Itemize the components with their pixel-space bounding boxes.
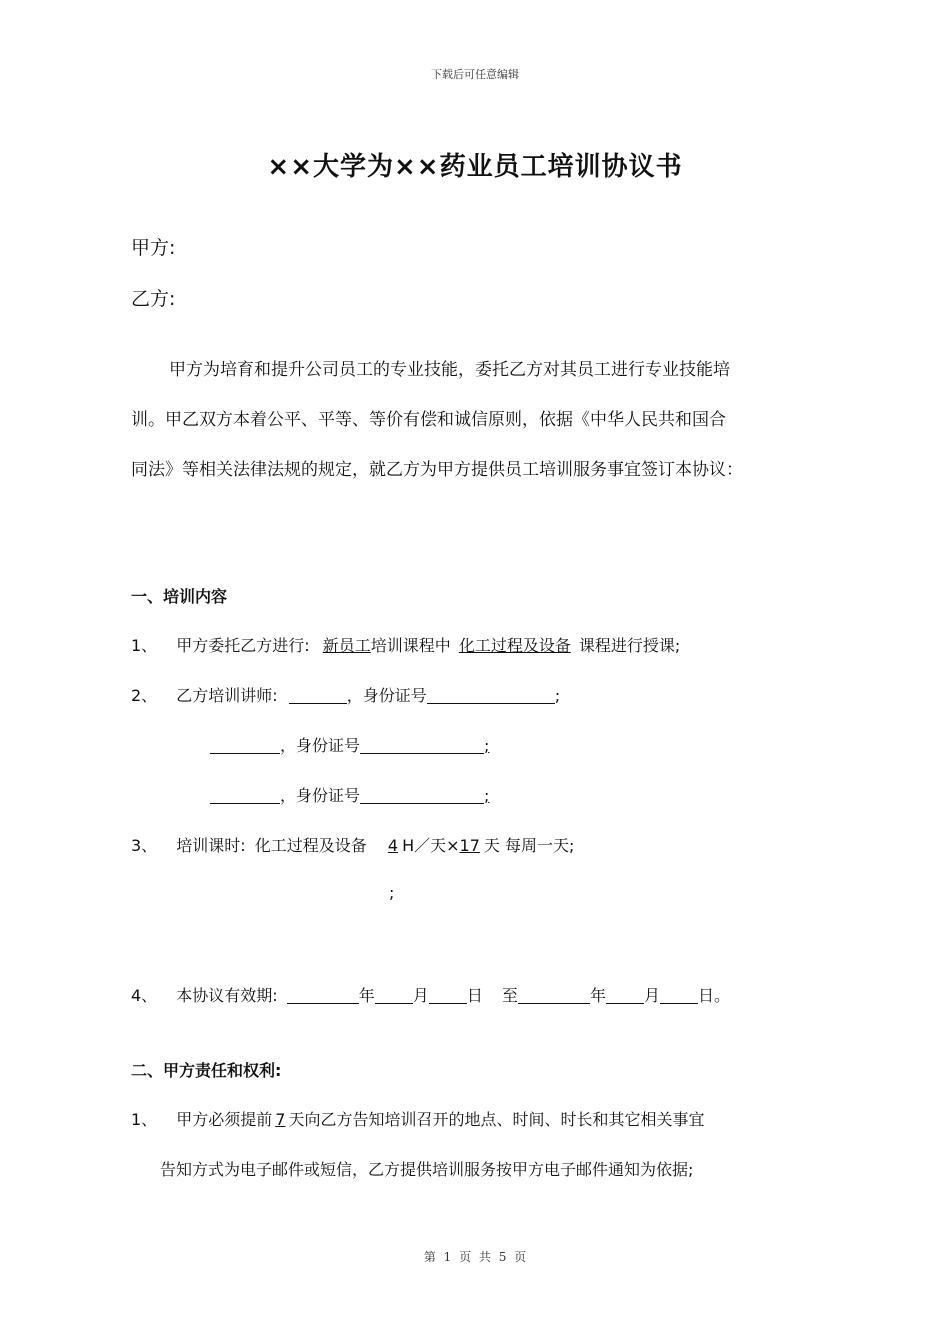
notice-days-field: 7 [275, 1110, 286, 1129]
course-type-field: 新员工 [322, 636, 371, 655]
semicolon: ; [554, 686, 561, 705]
item-prefix: 本协议有效期: [176, 986, 278, 1005]
section-1-item-4 [131, 983, 730, 1006]
trainer-name-blank [210, 787, 280, 804]
item-mid-text: 培训课程中 [370, 636, 451, 655]
id-label: ，身份证号 [280, 736, 361, 755]
section-1-item-2 [131, 683, 560, 706]
section-2-heading: 二、甲方责任和权利: [131, 1061, 282, 1080]
id-label: ，身份证号 [346, 686, 427, 705]
item-number: 2、 [131, 686, 158, 705]
year-label: 年 [589, 986, 606, 1005]
end-year-blank [518, 987, 590, 1004]
end-month-blank [606, 987, 644, 1004]
hours-per-day-field: 4 [387, 836, 399, 855]
days-field: 17 [459, 836, 480, 855]
intro-line-1: 甲方为培育和提升公司员工的专业技能，委托乙方对其员工进行专业技能培 [169, 360, 730, 380]
day-label: 日。 [697, 986, 730, 1005]
party-b-label: 乙方: [131, 288, 176, 310]
days-unit: 天 [483, 836, 500, 855]
id-number-blank [427, 687, 555, 704]
start-year-blank [287, 987, 359, 1004]
item-pre-text: 甲方必须提前 [176, 1110, 273, 1129]
party-a-label: 甲方: [131, 237, 176, 259]
month-label: 月 [643, 986, 660, 1005]
section-1-item-3-continuation: ; [389, 883, 395, 902]
page-footer: 第 1 页 共 5 页 [423, 1250, 527, 1264]
id-number-blank [360, 787, 484, 804]
month-label: 月 [412, 986, 429, 1005]
id-number-blank [360, 737, 484, 754]
section-1-item-3 [131, 833, 574, 856]
frequency-text: 每周一天; [505, 836, 575, 855]
course-subject: 化工过程及设备 [254, 836, 367, 855]
item-number: 1、 [131, 1110, 158, 1129]
id-label: ，身份证号 [280, 786, 361, 805]
to-label: 至 [501, 986, 518, 1005]
trainer-name-blank [210, 737, 280, 754]
intro-line-2: 训。甲乙双方本着公平、平等、等价有偿和诚信原则，依据《中华人民共和国合 [131, 410, 726, 430]
item-number: 3、 [131, 836, 158, 855]
trainer-name-blank [289, 687, 347, 704]
section-1-heading: 一、培训内容 [131, 587, 228, 606]
section-2-item-1-continuation: 告知方式为电子邮件或短信，乙方提供培训服务按甲方电子邮件通知为依据; [160, 1160, 694, 1179]
page-header-note: 下载后可任意编辑 [431, 68, 519, 81]
start-day-blank [429, 987, 467, 1004]
item-prefix: 培训课时: [176, 836, 246, 855]
semicolon: ; [484, 736, 490, 755]
item-suffix: 课程进行授课; [578, 636, 681, 655]
year-label: 年 [358, 986, 375, 1005]
item-number: 4、 [131, 986, 158, 1005]
section-1-item-2-row-3 [210, 783, 497, 806]
document-title: ××大学为××药业员工培训协议书 [267, 152, 683, 182]
section-2-item-1 [131, 1107, 705, 1130]
semicolon: ; [484, 786, 490, 805]
hours-unit: H／天× [402, 836, 460, 855]
course-subject-field: 化工过程及设备 [458, 636, 571, 655]
end-day-blank [660, 987, 698, 1004]
section-1-item-2-row-2 [210, 733, 497, 756]
item-prefix: 乙方培训讲师: [176, 686, 278, 705]
item-rest-text: 天向乙方告知培训召开的地点、时间、时长和其它相关事宜 [288, 1110, 705, 1129]
day-label: 日 [466, 986, 483, 1005]
intro-line-3: 同法》等相关法律法规的规定，就乙方为甲方提供员工培训服务事宜签订本协议： [131, 460, 743, 480]
item-prefix: 甲方委托乙方进行: [176, 636, 310, 655]
item-number: 1、 [131, 636, 158, 655]
section-1-item-1 [131, 633, 680, 656]
start-month-blank [375, 987, 413, 1004]
